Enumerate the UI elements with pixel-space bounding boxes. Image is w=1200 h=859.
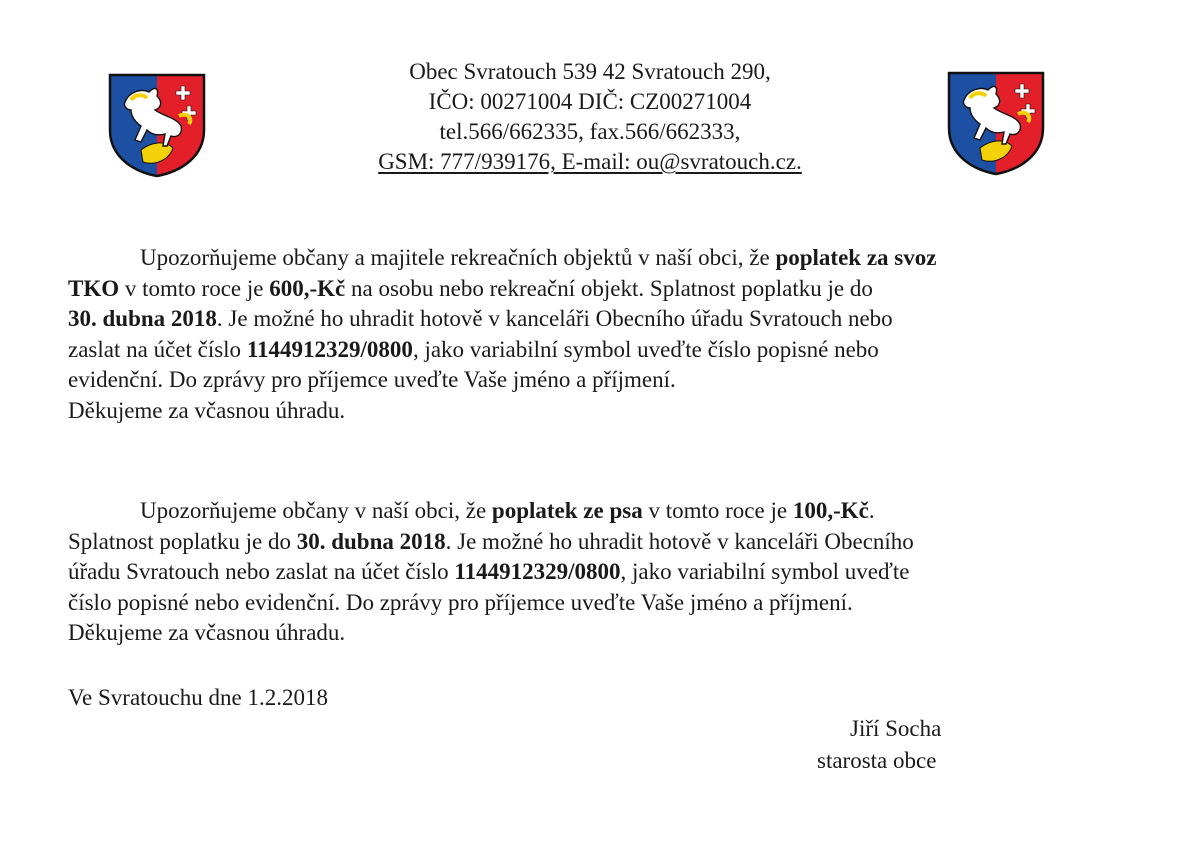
text-line bbox=[68, 527, 1118, 558]
text-line: číslo popisné nebo evidenční. Do zprávy pro příjemce uveďte Vaše jméno a příjmení. bbox=[68, 589, 853, 615]
text-run: . bbox=[868, 498, 875, 523]
due-date: 30. dubna 2018 bbox=[296, 528, 446, 554]
account-number: 1144912329/0800 bbox=[454, 559, 621, 584]
signer-name: Jiří Socha bbox=[850, 716, 942, 741]
letterhead-address: Obec Svratouch 539 42 Svratouch 290, bbox=[409, 59, 771, 84]
text-run: v tomto roce je bbox=[119, 275, 270, 301]
text-run: na osobu nebo rekreační objekt. Splatnost poplatku je do bbox=[345, 275, 873, 301]
text-line bbox=[68, 304, 1118, 335]
text-run: Upozorňujeme občany v naší obci, že bbox=[140, 498, 492, 523]
text-run: Upozorňujeme občany a majitele rekreačních objektů v naší obci, že bbox=[140, 245, 776, 270]
text-run: . Je možné ho uhradit hotově v kanceláři Obecního bbox=[445, 528, 914, 554]
signature-block bbox=[817, 713, 941, 777]
letterhead-phone-fax: tel.566/662335, fax.566/662333, bbox=[439, 119, 741, 144]
text-run: Splatnost poplatku je do bbox=[68, 528, 297, 554]
signer-role: starosta obce bbox=[817, 748, 937, 773]
text-line bbox=[68, 243, 1118, 274]
fee-amount: 600,-Kč bbox=[269, 275, 346, 301]
text-run: zaslat na účet číslo bbox=[68, 336, 247, 362]
text-line bbox=[68, 557, 1118, 588]
bold-text: poplatek za svoz bbox=[775, 245, 937, 270]
text-run: v tomto roce je bbox=[642, 498, 793, 523]
coat-of-arms-icon bbox=[946, 70, 1046, 176]
notice-waste-fee bbox=[68, 243, 1118, 426]
coat-of-arms-icon bbox=[107, 72, 207, 178]
due-date: 30. dubna 2018 bbox=[68, 306, 217, 331]
text-run: , jako variabilní symbol uveďte číslo popisné nebo bbox=[412, 336, 879, 362]
text-line: Děkujeme za včasnou úhradu. bbox=[68, 397, 346, 423]
text-line bbox=[68, 274, 1118, 305]
notice-dog-fee bbox=[68, 496, 1118, 649]
letterhead bbox=[300, 57, 880, 177]
letterhead-ids: IČO: 00271004 DIČ: CZ00271004 bbox=[428, 89, 752, 114]
text-run: úřadu Svratouch nebo zaslat na účet číslo bbox=[68, 559, 455, 584]
bold-text: poplatek ze psa bbox=[491, 498, 643, 523]
text-run: . Je možné ho uhradit hotově v kanceláři Obecního úřadu Svratouch nebo bbox=[216, 306, 893, 331]
text-run: , jako variabilní symbol uveďte bbox=[620, 559, 910, 584]
text-line: evidenční. Do zprávy pro příjemce uveďte Vaše jméno a příjmení. bbox=[68, 367, 676, 392]
account-number: 1144912329/0800 bbox=[246, 336, 413, 362]
text-line bbox=[68, 335, 1118, 366]
text-line: Děkujeme za včasnou úhradu. bbox=[68, 620, 346, 645]
fee-amount: 100,-Kč bbox=[792, 498, 869, 523]
text-line bbox=[68, 496, 1118, 527]
letterhead-gsm-email: GSM: 777/939176, E-mail: ou@svratouch.cz. bbox=[378, 149, 802, 174]
bold-text: TKO bbox=[68, 275, 120, 301]
place-and-date: Ve Svratouchu dne 1.2.2018 bbox=[68, 685, 328, 710]
